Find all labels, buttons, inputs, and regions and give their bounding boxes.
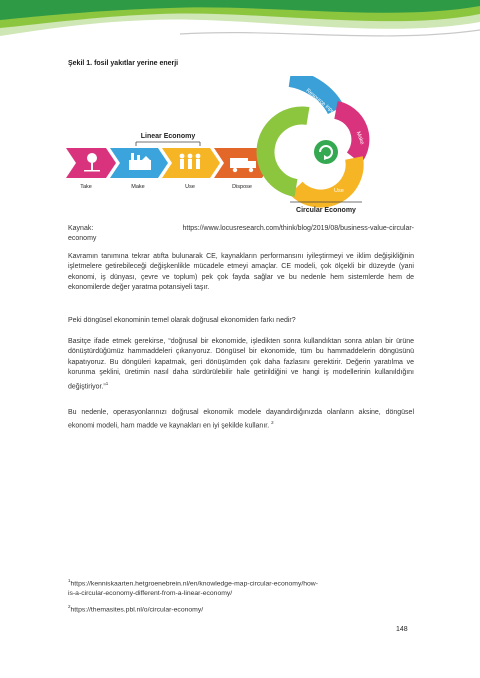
circular-diagram: [266, 78, 365, 199]
circular-economy-title: Circular Economy: [296, 207, 356, 214]
footnote-ref-1[interactable]: 1: [105, 380, 109, 386]
linear-step-make: [110, 148, 168, 178]
footnote-1-mark: 1: [68, 578, 71, 583]
source-url-continuation[interactable]: economy: [68, 235, 97, 243]
footnote-2-mark: 2: [68, 604, 71, 609]
linear-step-label-make: Make: [131, 184, 145, 190]
figure-caption: Şekil 1. fosil yakıtlar yerine enerji: [68, 60, 179, 67]
paragraph-2: Peki döngüsel ekonominin temel olarak doğrusal ekonomiden farkı nedir?: [68, 317, 296, 324]
linear-step-label-dispose: Dispose: [232, 184, 252, 190]
footnote-2: [68, 602, 414, 615]
use-label: Use: [334, 188, 344, 194]
footnote-2-url[interactable]: https://themasites.pbl.nl/o/circular-economy/: [70, 606, 204, 614]
linear-step-take: [66, 148, 116, 178]
linear-step-use: [162, 148, 220, 178]
economy-figure: [64, 76, 394, 218]
footnote-1-url[interactable]: https://kenniskaarten.hetgroenebrein.nl/en/knowledge-map-circular-economy/how-: [70, 580, 318, 588]
resource-input-label: Resource input: [304, 87, 337, 117]
paragraph-3-text: Basitçe ifade etmek gerekirse, “doğrusal bir ekonomide, işledikten sonra kullandıktan sonra atılan bir ürüne dönüştürdüğümüz hammaddeleri çıkarıyoruz. Döngüsel bir ekonomide, tüm bu hammaddelerin döngüsünü kapatıyoruz. Bu döngüleri kapatmak, geri dönüşümden çok daha fazlasını gerektirir. Değerin yaratılma ve korunma şeklini, üretimin nasıl daha sürdürülebilir hale getirildiğini ve hangi iş modellerinin kullanıldığını değiştiriyor.”: [68, 338, 414, 390]
recycling-label: Recycling: [302, 141, 313, 167]
footnote-1-url-continuation[interactable]: is-a-circular-economy-different-from-a-linear-economy/: [68, 590, 233, 598]
paragraph-4-text: Bu nedenle, operasyonlarınızı doğrusal ekonomik modele dayandırdığınızda olanların aksine, döngüsel ekonomi modeli, ham madde ve kaynakları en iyi şekilde kullanır.: [68, 409, 414, 430]
linear-step-label-use: Use: [185, 184, 195, 190]
source-url[interactable]: https://www.locusresearch.com/think/blog/2019/08/business-value-circular-: [182, 225, 414, 232]
linear-step-label-take: Take: [80, 184, 92, 190]
recycle-icon: [314, 140, 338, 164]
source-line: [68, 224, 414, 234]
page-number: 148: [396, 626, 408, 633]
make-label: Make: [354, 130, 365, 146]
footnote-ref-2[interactable]: 2: [271, 420, 274, 426]
source-block: [68, 224, 414, 245]
people-icon: [180, 154, 201, 169]
linear-economy-title: Linear Economy: [140, 133, 196, 140]
source-label: Kaynak:: [68, 225, 94, 232]
header-wave-decoration: [0, 0, 480, 48]
footnote-1: [68, 576, 414, 599]
paragraph-3: [68, 337, 414, 392]
paragraph-1: Kavramın tanımına tekrar atıfta bulunarak CE, kaynakların performansını iyileştirmeyi ve iklim değişikliğinin işletmelere getirebileceği değişkenlikle mücadele etmeyi amaçlar. CE modeli, çok ölçekli bir düzeyde (yani ekonomi, iş dünyası, çevre ve toplum) pek çok fayda sağlar ve bu nedenle hem sistemlerde hem de ekonomilerde değer yaratma potansiyeli taşır.: [68, 253, 414, 292]
paragraph-4: [68, 408, 414, 432]
